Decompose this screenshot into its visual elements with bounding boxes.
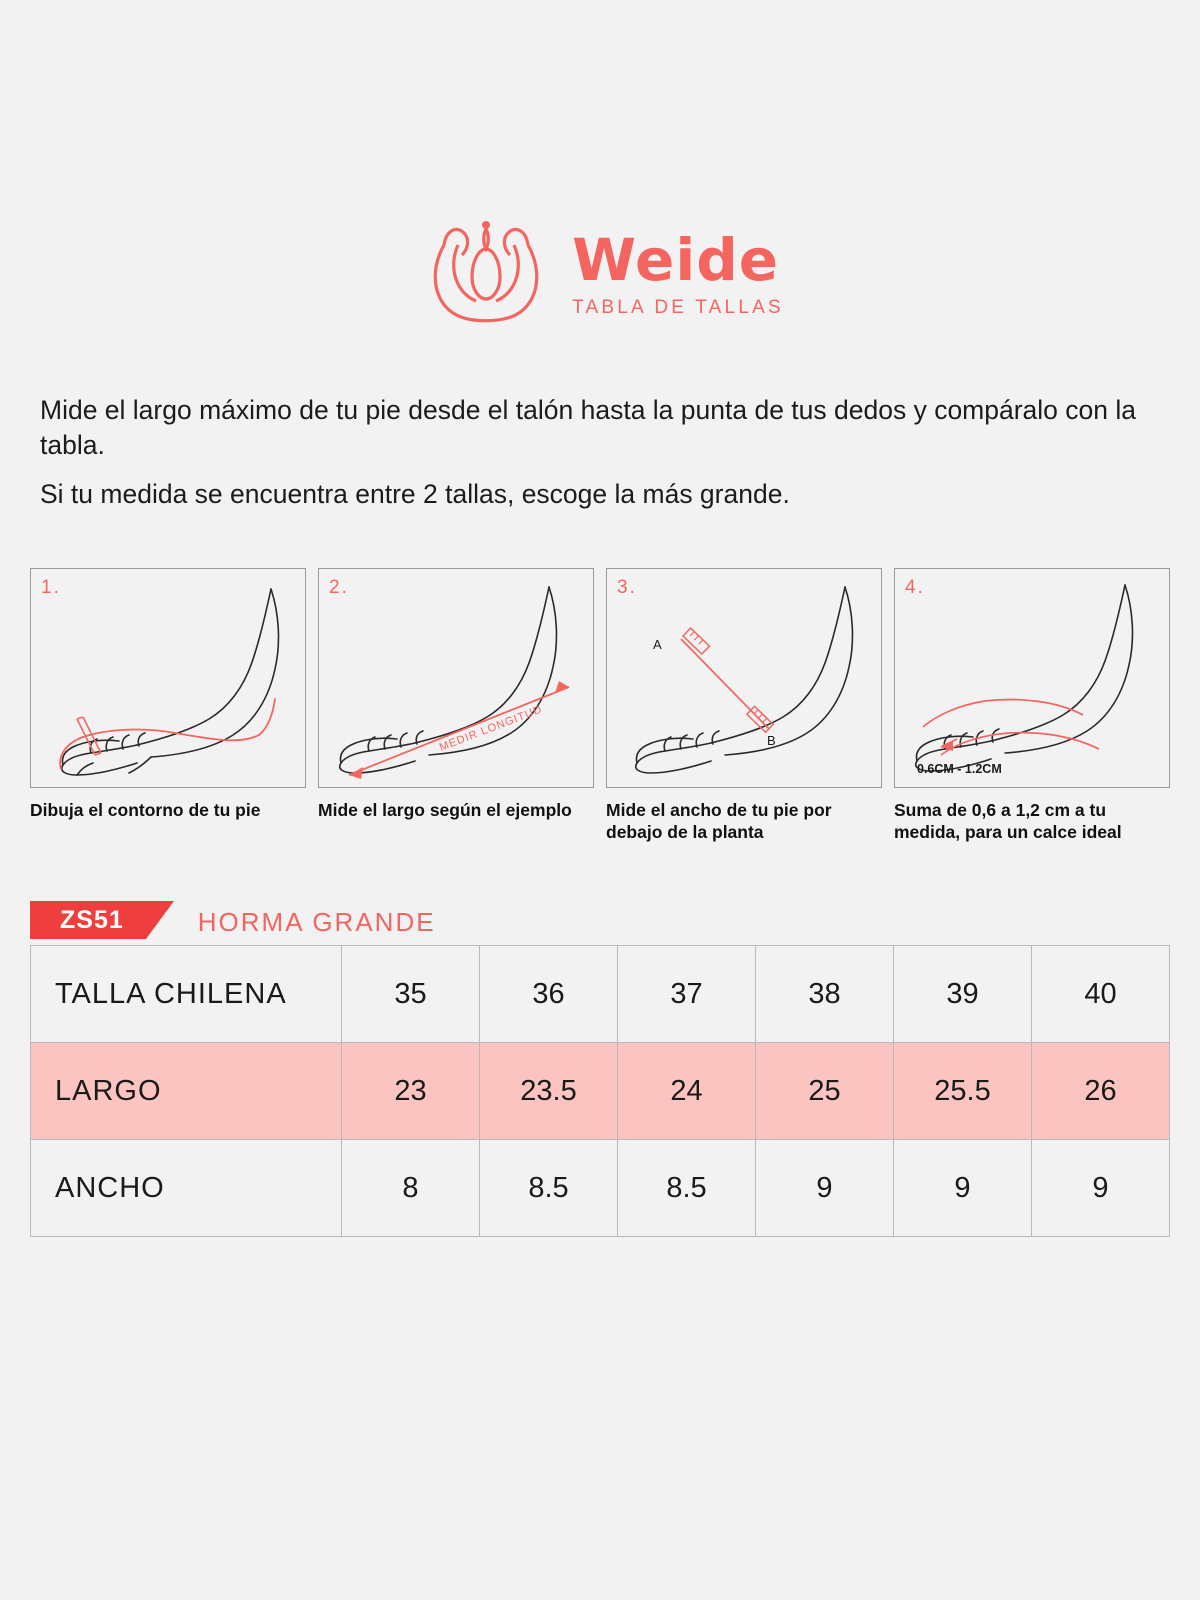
fit-label: HORMA GRANDE [197, 907, 436, 938]
step-3-number: 3. [617, 576, 637, 598]
step-4 [894, 568, 1170, 843]
instructions [40, 393, 1160, 512]
table-row [31, 1043, 1170, 1140]
brand-header [0, 0, 1200, 335]
cell-ancho-3: 9 [756, 1140, 894, 1237]
step-3-caption: Mide el ancho de tu pie por debajo de la planta [606, 799, 832, 842]
cell-largo-3: 25 [756, 1043, 894, 1140]
step-4-annotation: 0.6CM - 1.2CM [917, 761, 1002, 776]
cell-ancho-2: 8.5 [618, 1140, 756, 1237]
step-3-illustration [606, 568, 882, 788]
instructions-line-1: Mide el largo máximo de tu pie desde el talón hasta la punta de tus dedos y compáralo con la tabla. [40, 395, 1136, 460]
step-4-caption: Suma de 0,6 a 1,2 cm a tu medida, para un calce ideal [894, 799, 1122, 842]
row-label-ancho: ANCHO [31, 1140, 342, 1237]
svg-text:MEDIR LONGITUD: MEDIR LONGITUD [437, 703, 545, 754]
step-3-label-b: B [767, 732, 776, 748]
cell-talla-2: 37 [618, 946, 756, 1043]
size-table-section [30, 895, 1170, 1237]
cell-ancho-1: 8.5 [480, 1140, 618, 1237]
row-label-talla-chilena: TALLA CHILENA [31, 946, 342, 1043]
cell-talla-0: 35 [342, 946, 480, 1043]
cell-largo-1: 23.5 [480, 1043, 618, 1140]
step-1-caption: Dibuja el contorno de tu pie [30, 799, 261, 820]
cell-ancho-5: 9 [1032, 1140, 1170, 1237]
size-table [30, 945, 1170, 1237]
step-4-number: 4. [905, 576, 925, 598]
step-3-label-a: A [653, 636, 662, 652]
step-2-caption: Mide el largo según el ejemplo [318, 799, 572, 820]
cell-largo-5: 26 [1032, 1043, 1170, 1140]
step-2-illustration [318, 568, 594, 788]
table-row [31, 1140, 1170, 1237]
brand-subtitle: TABLA DE TALLAS [572, 297, 784, 318]
step-1 [30, 568, 306, 843]
cell-talla-5: 40 [1032, 946, 1170, 1043]
measure-steps [30, 568, 1170, 843]
size-table-header [30, 895, 1170, 939]
weide-lotus-logo-icon [416, 215, 556, 335]
cell-talla-1: 36 [480, 946, 618, 1043]
step-1-illustration [30, 568, 306, 788]
brand-name: Weide [572, 226, 780, 294]
foot-outline-trace-icon [31, 569, 305, 787]
foot-toe-allowance-icon [895, 569, 1169, 787]
cell-talla-4: 39 [894, 946, 1032, 1043]
foot-length-measure-icon [319, 569, 593, 787]
model-badge: ZS51 [30, 901, 146, 939]
cell-largo-2: 24 [618, 1043, 756, 1140]
cell-ancho-4: 9 [894, 1140, 1032, 1237]
step-2 [318, 568, 594, 843]
brand-text [572, 226, 784, 319]
step-1-number: 1. [41, 576, 61, 598]
cell-talla-3: 38 [756, 946, 894, 1043]
step-4-illustration [894, 568, 1170, 788]
instructions-line-2: Si tu medida se encuentra entre 2 tallas, escoge la más grande. [40, 478, 790, 509]
logo [416, 215, 784, 335]
foot-width-measure-icon [607, 569, 881, 787]
step-3 [606, 568, 882, 843]
table-row [31, 946, 1170, 1043]
cell-largo-0: 23 [342, 1043, 480, 1140]
cell-largo-4: 25.5 [894, 1043, 1032, 1140]
row-label-largo: LARGO [31, 1043, 342, 1140]
step-2-number: 2. [329, 576, 349, 598]
cell-ancho-0: 8 [342, 1140, 480, 1237]
